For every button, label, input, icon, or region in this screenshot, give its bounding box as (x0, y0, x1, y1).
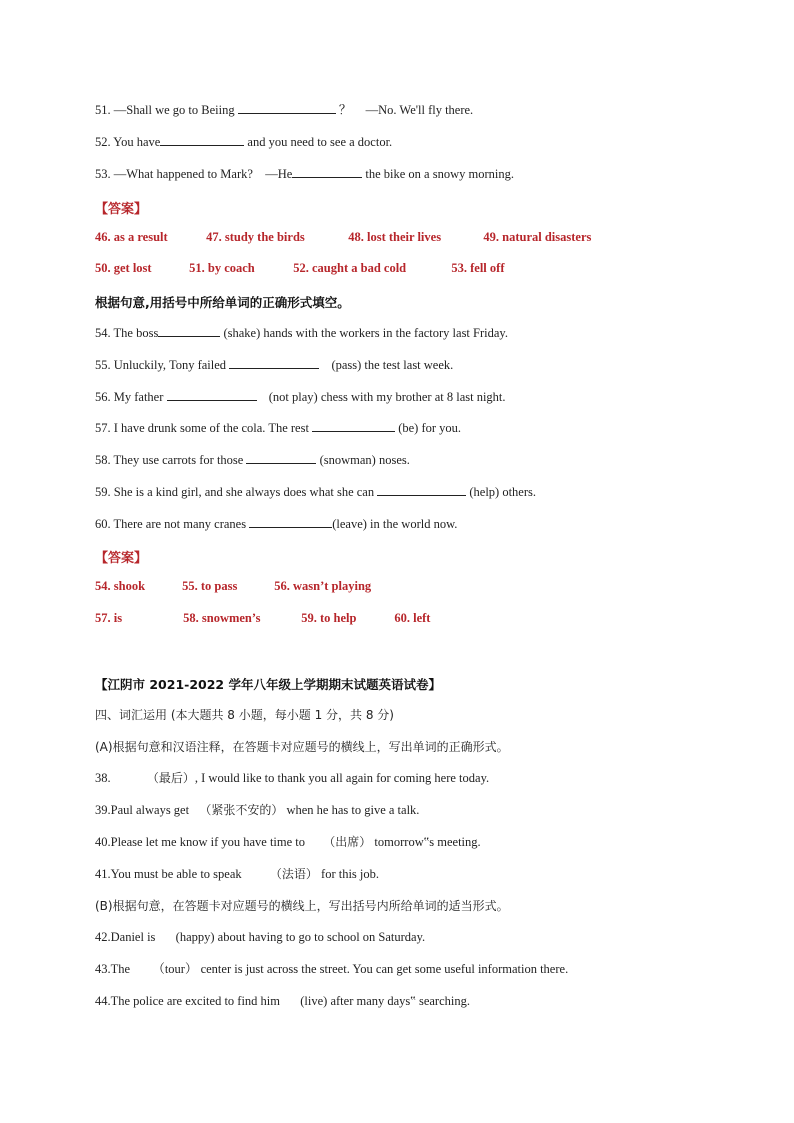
answer-item: 53. fell off (451, 261, 505, 275)
question-56 (95, 389, 506, 405)
answers-row (95, 261, 504, 276)
question-text: She is a kind girl, and she always does what she can (113, 485, 375, 499)
answer-item: 46. as a result (95, 230, 168, 244)
question-number: 53. (95, 167, 111, 181)
question-42 (95, 929, 425, 945)
question-44 (95, 993, 470, 1009)
question-text: Unluckily, Tony failed (113, 358, 227, 372)
question-number: 55. (95, 358, 111, 372)
answer-blank (238, 102, 336, 114)
question-53 (95, 166, 514, 182)
question-number: 43. (95, 962, 111, 976)
question-text: (pass) the test last week. (331, 358, 454, 372)
answers-row (95, 579, 371, 594)
question-text: You must be able to speak (110, 867, 242, 881)
answer-blank (246, 452, 316, 464)
chinese-hint: （紧张不安的） (199, 803, 284, 817)
answer-item: 49. natural disasters (483, 230, 592, 244)
answer-item: 58. snowmen’s (183, 611, 261, 625)
question-text: Paul always get (110, 803, 190, 817)
source-title: 【江阴市 2021-2022 学年八年级上学期期末试题英语试卷】 (95, 677, 441, 692)
question-40 (95, 834, 481, 850)
question-number: 44. (95, 994, 111, 1008)
question-number: 58. (95, 453, 111, 467)
question-38 (95, 770, 489, 786)
answer-blank (229, 357, 319, 369)
answer-blank (312, 420, 395, 432)
question-52 (95, 134, 392, 150)
question-number: 60. (95, 517, 111, 531)
question-text: tomorrow‟s meeting. (374, 835, 481, 849)
question-text: (live) after many days‟ searching. (300, 994, 470, 1008)
question-text: (be) for you. (398, 421, 462, 435)
question-59 (95, 484, 536, 500)
chinese-hint: （出席） (323, 835, 372, 849)
question-text: Daniel is (110, 930, 156, 944)
answer-item: 50. get lost (95, 261, 152, 275)
answer-item: 51. by coach (189, 261, 255, 275)
answers-row (95, 611, 430, 626)
question-text: (leave) in the world now. (332, 517, 458, 531)
question-text: Please let me know if you have time to (110, 835, 306, 849)
question-41 (95, 866, 379, 882)
question-text: There are not many cranes (113, 517, 247, 531)
question-text: They use carrots for those (113, 453, 244, 467)
answer-item: 48. lost their lives (348, 230, 442, 244)
answer-item: 59. to help (301, 611, 357, 625)
sub-instruction-a: (A)根据句意和汉语注释，在答题卡对应题号的横线上，写出单词的正确形式。 (95, 740, 509, 754)
question-60 (95, 516, 457, 532)
question-text: —What happened to Mark? (113, 167, 253, 181)
question-55 (95, 357, 453, 373)
question-number: 52. (95, 135, 111, 149)
answer-blank (249, 516, 332, 528)
question-39 (95, 802, 419, 818)
question-text: I have drunk some of the cola. The rest (113, 421, 309, 435)
answer-item: 55. to pass (182, 579, 238, 593)
answer-blank (167, 389, 257, 401)
question-number: 39. (95, 803, 111, 817)
question-text: —Shall we go to Beiing (113, 103, 235, 117)
answer-item: 57. is (95, 611, 123, 625)
question-text: The police are excited to find him (110, 994, 281, 1008)
question-number: 40. (95, 835, 111, 849)
question-text: —No. We'll fly there. (365, 103, 474, 117)
question-number: 51. (95, 103, 111, 117)
section-heading: 根据句意,用括号中所给单词的正确形式填空。 (95, 295, 350, 310)
answer-item: 60. left (394, 611, 431, 625)
answer-blank (160, 134, 244, 146)
question-54 (95, 325, 508, 341)
part-heading: 四、词汇运用 (本大题共 8 小题，每小题 1 分，共 8 分) (95, 708, 394, 722)
question-number: 54. (95, 326, 111, 340)
question-number: 57. (95, 421, 111, 435)
answer-blank (292, 166, 362, 178)
answer-item: 47. study the birds (206, 230, 305, 244)
question-text: for this job. (321, 867, 380, 881)
question-57 (95, 420, 461, 436)
question-text: when he has to give a talk. (286, 803, 420, 817)
chinese-hint: （法语） (269, 867, 318, 881)
answer-item: 52. caught a bad cold (293, 261, 407, 275)
question-text: The (110, 962, 131, 976)
question-text: The boss (113, 326, 159, 340)
answer-item: 54. shook (95, 579, 146, 593)
answer-blank (377, 484, 466, 496)
question-text: You have (113, 135, 161, 149)
question-mark: ？ (338, 103, 352, 117)
sub-instruction-b: (B)根据句意，在答题卡对应题号的横线上，写出括号内所给单词的适当形式。 (95, 899, 509, 913)
answers-row (95, 230, 591, 245)
answer-blank (158, 325, 220, 337)
question-text: My father (113, 390, 164, 404)
question-text: (help) others. (469, 485, 537, 499)
question-text: (snowman) noses. (319, 453, 410, 467)
question-text: （tour） center is just across the street. You can get some useful information there. (152, 962, 569, 976)
question-number: 59. (95, 485, 111, 499)
question-number: 41. (95, 867, 111, 881)
question-58 (95, 452, 410, 468)
chinese-hint: （最后） (146, 771, 195, 785)
question-text: the bike on a snowy morning. (365, 167, 514, 181)
answer-label: 【答案】 (95, 201, 148, 216)
question-text: (happy) about having to go to school on Saturday. (175, 930, 426, 944)
answer-item: 56. wasn’t playing (274, 579, 372, 593)
question-text: and you need to see a doctor. (247, 135, 393, 149)
question-text: (not play) chess with my brother at 8 last night. (268, 390, 506, 404)
question-number: 38. (95, 771, 111, 785)
question-number: 42. (95, 930, 111, 944)
question-text: , I would like to thank you all again for coming here today. (194, 771, 490, 785)
answer-label: 【答案】 (95, 550, 148, 565)
question-43 (95, 961, 568, 977)
question-number: 56. (95, 390, 111, 404)
question-text: —He (265, 167, 293, 181)
question-51 (95, 102, 473, 118)
question-text: (shake) hands with the workers in the factory last Friday. (223, 326, 508, 340)
